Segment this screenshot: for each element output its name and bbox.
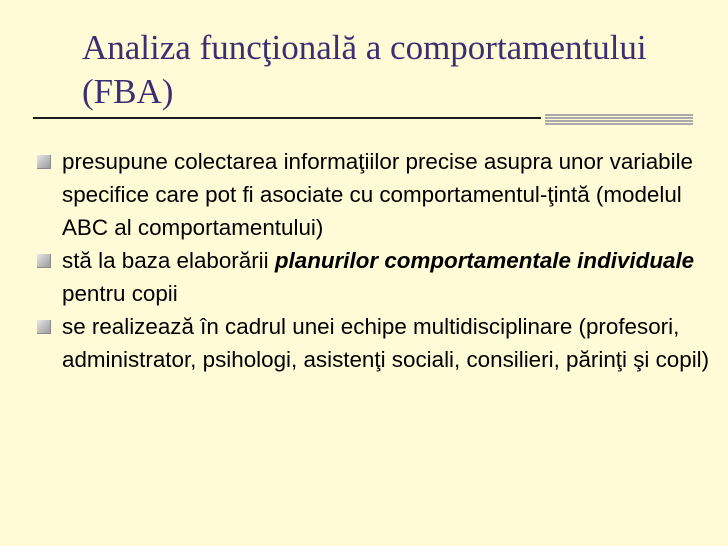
square-bullet-icon — [37, 155, 51, 169]
title-divider — [33, 117, 541, 119]
slide-title: Analiza funcţională a comportamentului (FBA) — [82, 28, 647, 111]
bullet-emphasis: planurilor comportamentale individuale — [274, 248, 695, 273]
bullet-text: presupune colectarea informaţiilor precise asupra unor variabile specifice care pot fi asociate cu comportamentul-ţintă (modelul ABC al comportamentului) — [62, 149, 694, 240]
bullet-item — [37, 145, 717, 244]
bullet-list — [37, 145, 717, 376]
bullet-text — [62, 248, 694, 306]
bullet-text-end: pentru copii — [62, 281, 178, 306]
square-bullet-icon — [37, 320, 51, 334]
square-bullet-icon — [37, 254, 51, 268]
bullet-text-start: stă la baza elaborării — [62, 248, 275, 273]
bullet-item — [37, 310, 717, 376]
bullet-text: se realizează în cadrul unei echipe multidisciplinare (profesori, administrator, psihologi, asistenţi sociali, consilieri, părinţi şi copil) — [62, 314, 710, 372]
bullet-item — [37, 244, 717, 310]
title-divider-accent — [545, 114, 693, 126]
